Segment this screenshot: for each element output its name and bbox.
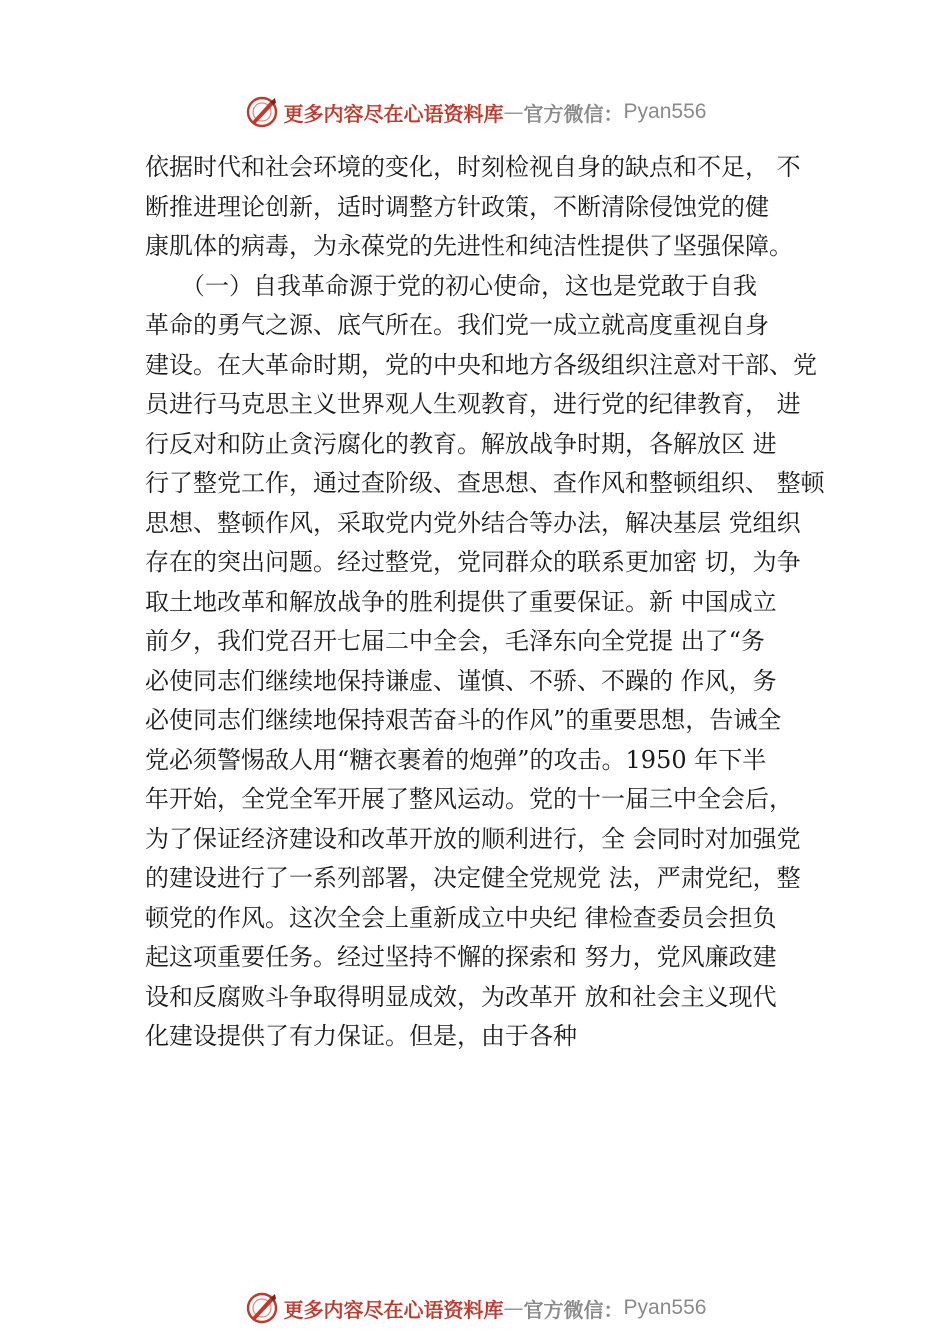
watermark-wechat-label: 官方微信： bbox=[523, 101, 624, 126]
watermark-brand: 更多内容尽在心语资料库 bbox=[283, 101, 504, 126]
watermark-dash: — bbox=[503, 1296, 524, 1320]
text-line: 康肌体的病毒，为永葆党的先进性和纯洁性提供了坚强保障。 bbox=[145, 232, 793, 260]
text-line: 断推进理论创新，适时调整方针政策，不断清除侵蚀党的健 bbox=[145, 192, 769, 221]
header-watermark bbox=[0, 92, 950, 132]
text-line: （一）自我革命源于党的初心使命，这也是党敢于自我 bbox=[145, 271, 757, 300]
text-line: 思想、整顿作风，采取党内党外结合等办法，解决基层 党组织 bbox=[145, 508, 801, 537]
text-line: 必使同志们继续地保持谦虚、谨慎、不骄、不躁的 作风，务 bbox=[145, 666, 777, 695]
text-line: 起这项重要任务。经过坚持不懈的探索和 努力，党风廉政建 bbox=[145, 943, 777, 971]
text-line: 必使同志们继续地保持艰苦奋斗的作风”的重要思想，告诫全 bbox=[145, 706, 782, 734]
watermark-wechat-id: Pyan556 bbox=[623, 100, 707, 123]
text-line: 的建设进行了一系列部署，决定健全党规党 法，严肃党纪，整 bbox=[145, 864, 801, 892]
document-body bbox=[145, 148, 835, 1057]
text-line: 取土地改革和解放战争的胜利提供了重要保证。新 中国成立 bbox=[145, 587, 777, 616]
watermark-dash: — bbox=[503, 100, 524, 124]
text-line: 前夕，我们党召开七届二中全会，毛泽东向全党提 出了“务 bbox=[145, 627, 765, 655]
watermark-wechat-label: 官方微信： bbox=[523, 1297, 624, 1322]
text-line: 行反对和防止贪污腐化的教育。解放战争时期，各解放区 进 bbox=[145, 429, 777, 458]
text-line: 革命的勇气之源、底气所在。我们党一成立就高度重视自身 bbox=[145, 311, 769, 339]
text-line: 建设。在大革命时期，党的中央和地方各级组织注意对干部、党 bbox=[145, 350, 817, 379]
text-line: 党必须警惕敌人用“糖衣裹着的炮弹”的攻击。1950 年下半 bbox=[145, 745, 767, 774]
text-line: 依据时代和社会环境的变化，时刻检视自身的缺点和不足， 不 bbox=[145, 153, 801, 181]
text-line: 为了保证经济建设和改革开放的顺利进行，全 会同时对加强党 bbox=[145, 824, 801, 853]
text-line: 员进行马克思主义世界观人生观教育，进行党的纪律教育， 进 bbox=[145, 390, 801, 418]
text-line: 顿党的作风。这次全会上重新成立中央纪 律检查委员会担负 bbox=[145, 903, 777, 932]
footer-watermark bbox=[0, 1288, 950, 1328]
text-line: 化建设提供了有力保证。但是，由于各种 bbox=[145, 1022, 577, 1050]
text-line: 设和反腐败斗争取得明显成效，为改革开 放和社会主义现代 bbox=[145, 982, 777, 1011]
text-line: 存在的突出问题。经过整党，党同群众的联系更加密 切，为争 bbox=[145, 548, 801, 576]
watermark-wechat-id: Pyan556 bbox=[623, 1296, 707, 1319]
text-line: 年开始，全党全军开展了整风运动。党的十一届三中全会后， bbox=[145, 785, 793, 813]
quill-pen-logo-icon bbox=[244, 1290, 280, 1326]
quill-pen-logo-icon bbox=[244, 94, 280, 130]
text-line: 行了整党工作，通过查阶级、查思想、查作风和整顿组织、 整顿 bbox=[145, 469, 825, 497]
watermark-brand: 更多内容尽在心语资料库 bbox=[283, 1297, 504, 1322]
